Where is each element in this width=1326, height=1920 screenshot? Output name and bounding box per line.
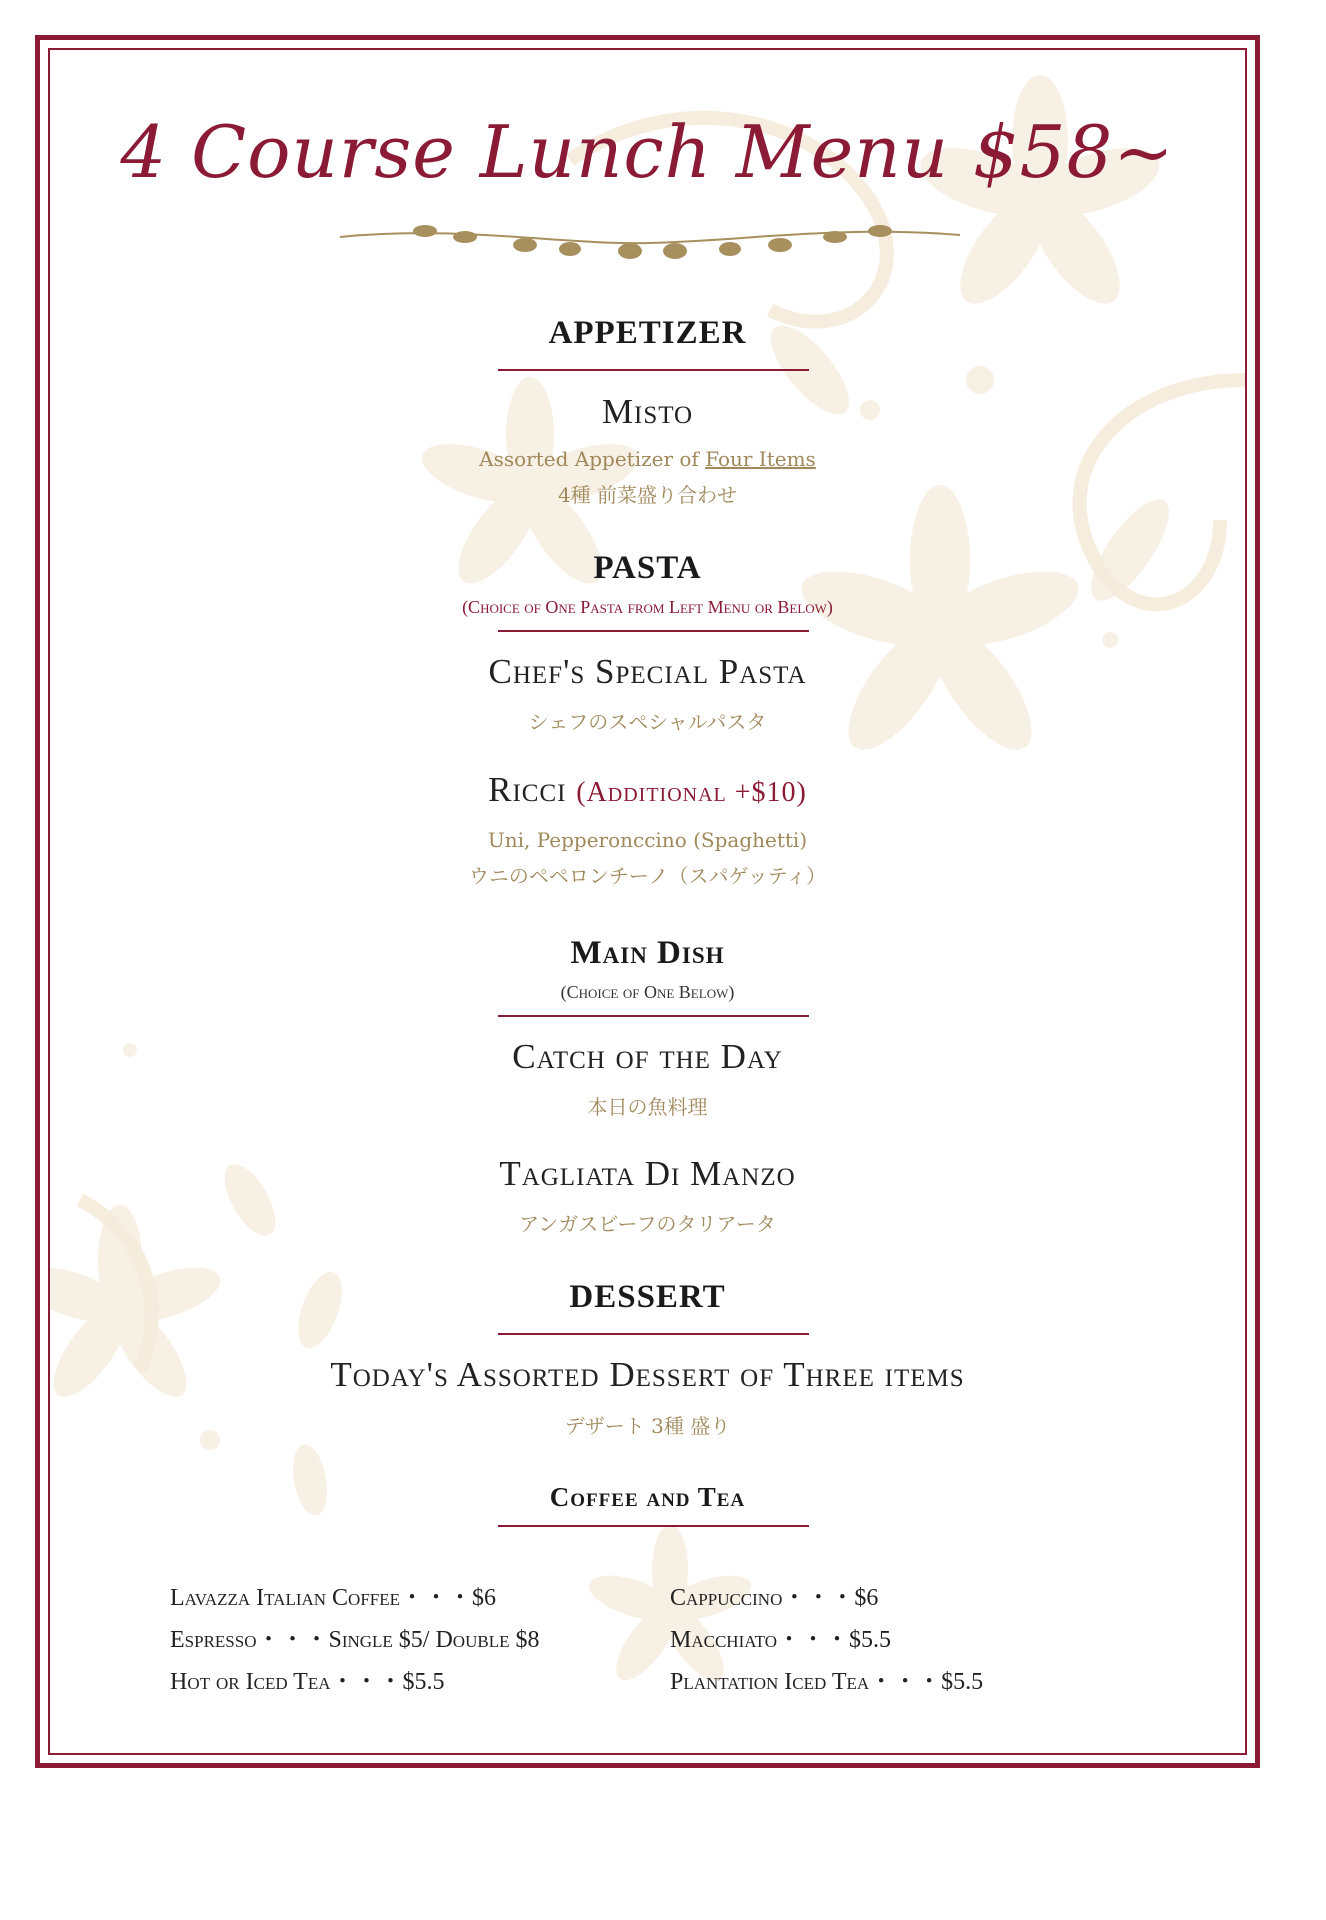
menu-title: 4 Course Lunch Menu $58~ <box>120 110 1175 194</box>
pasta-item-ricci <box>50 770 1245 810</box>
dessert-rule <box>498 1333 809 1335</box>
drink-item: Cappuccino・・・$6 <box>670 1585 879 1611</box>
main-item-tagliata: Tagliata Di Manzo <box>499 1154 796 1193</box>
ricci-name: Ricci <box>488 770 567 809</box>
coffee-tea-rule <box>498 1525 809 1527</box>
drink-item: Hot or Iced Tea・・・$5.5 <box>170 1669 445 1695</box>
appetizer-description <box>50 447 1245 471</box>
pasta-heading: PASTA <box>593 550 702 586</box>
menu-content <box>50 50 1245 1753</box>
pasta-note: (Choice of One Pasta from Left Menu or Below) <box>462 597 833 617</box>
main-item-catch: Catch of the Day <box>512 1037 783 1076</box>
ricci-extra-price: (Additional +$10) <box>576 777 807 808</box>
main-dish-heading: Main Dish <box>570 935 725 971</box>
ricci-japanese: ウニのペペロンチーノ（スパゲッティ） <box>468 864 827 888</box>
pasta-item-chef-special: Chef's Special Pasta <box>488 652 807 691</box>
vine-ornament <box>340 215 960 265</box>
drink-item: Lavazza Italian Coffee・・・$6 <box>170 1585 497 1611</box>
appetizer-desc-text: Assorted Appetizer of <box>479 447 706 471</box>
main-item-tagliata-ja: アンガスビーフのタリアータ <box>519 1212 776 1236</box>
coffee-tea-heading: Coffee and Tea <box>549 1482 746 1512</box>
drink-item: Plantation Iced Tea・・・$5.5 <box>670 1669 984 1695</box>
main-item-catch-ja: 本日の魚料理 <box>587 1095 708 1119</box>
appetizer-japanese: 4種 前菜盛り合わせ <box>557 483 738 507</box>
ricci-description: Uni, Pepperonccino (Spaghetti) <box>487 828 808 852</box>
drink-item: Espresso・・・Single $5/ Double $8 <box>170 1627 540 1653</box>
drink-item: Macchiato・・・$5.5 <box>670 1627 891 1653</box>
dessert-item: Today's Assorted Dessert of Three items <box>330 1355 965 1394</box>
appetizer-heading: APPETIZER <box>548 315 747 351</box>
main-dish-note: (Choice of One Below) <box>560 982 735 1002</box>
appetizer-rule <box>498 369 809 371</box>
pasta-item-chef-special-ja: シェフのスペシャルパスタ <box>528 710 767 734</box>
dessert-japanese: デザート 3種 盛り <box>564 1414 731 1438</box>
pasta-rule <box>498 630 809 632</box>
main-dish-rule <box>498 1015 809 1017</box>
four-items-link[interactable]: Four Items <box>705 447 816 471</box>
dessert-heading: DESSERT <box>569 1279 726 1315</box>
appetizer-dish: Misto <box>601 392 694 431</box>
